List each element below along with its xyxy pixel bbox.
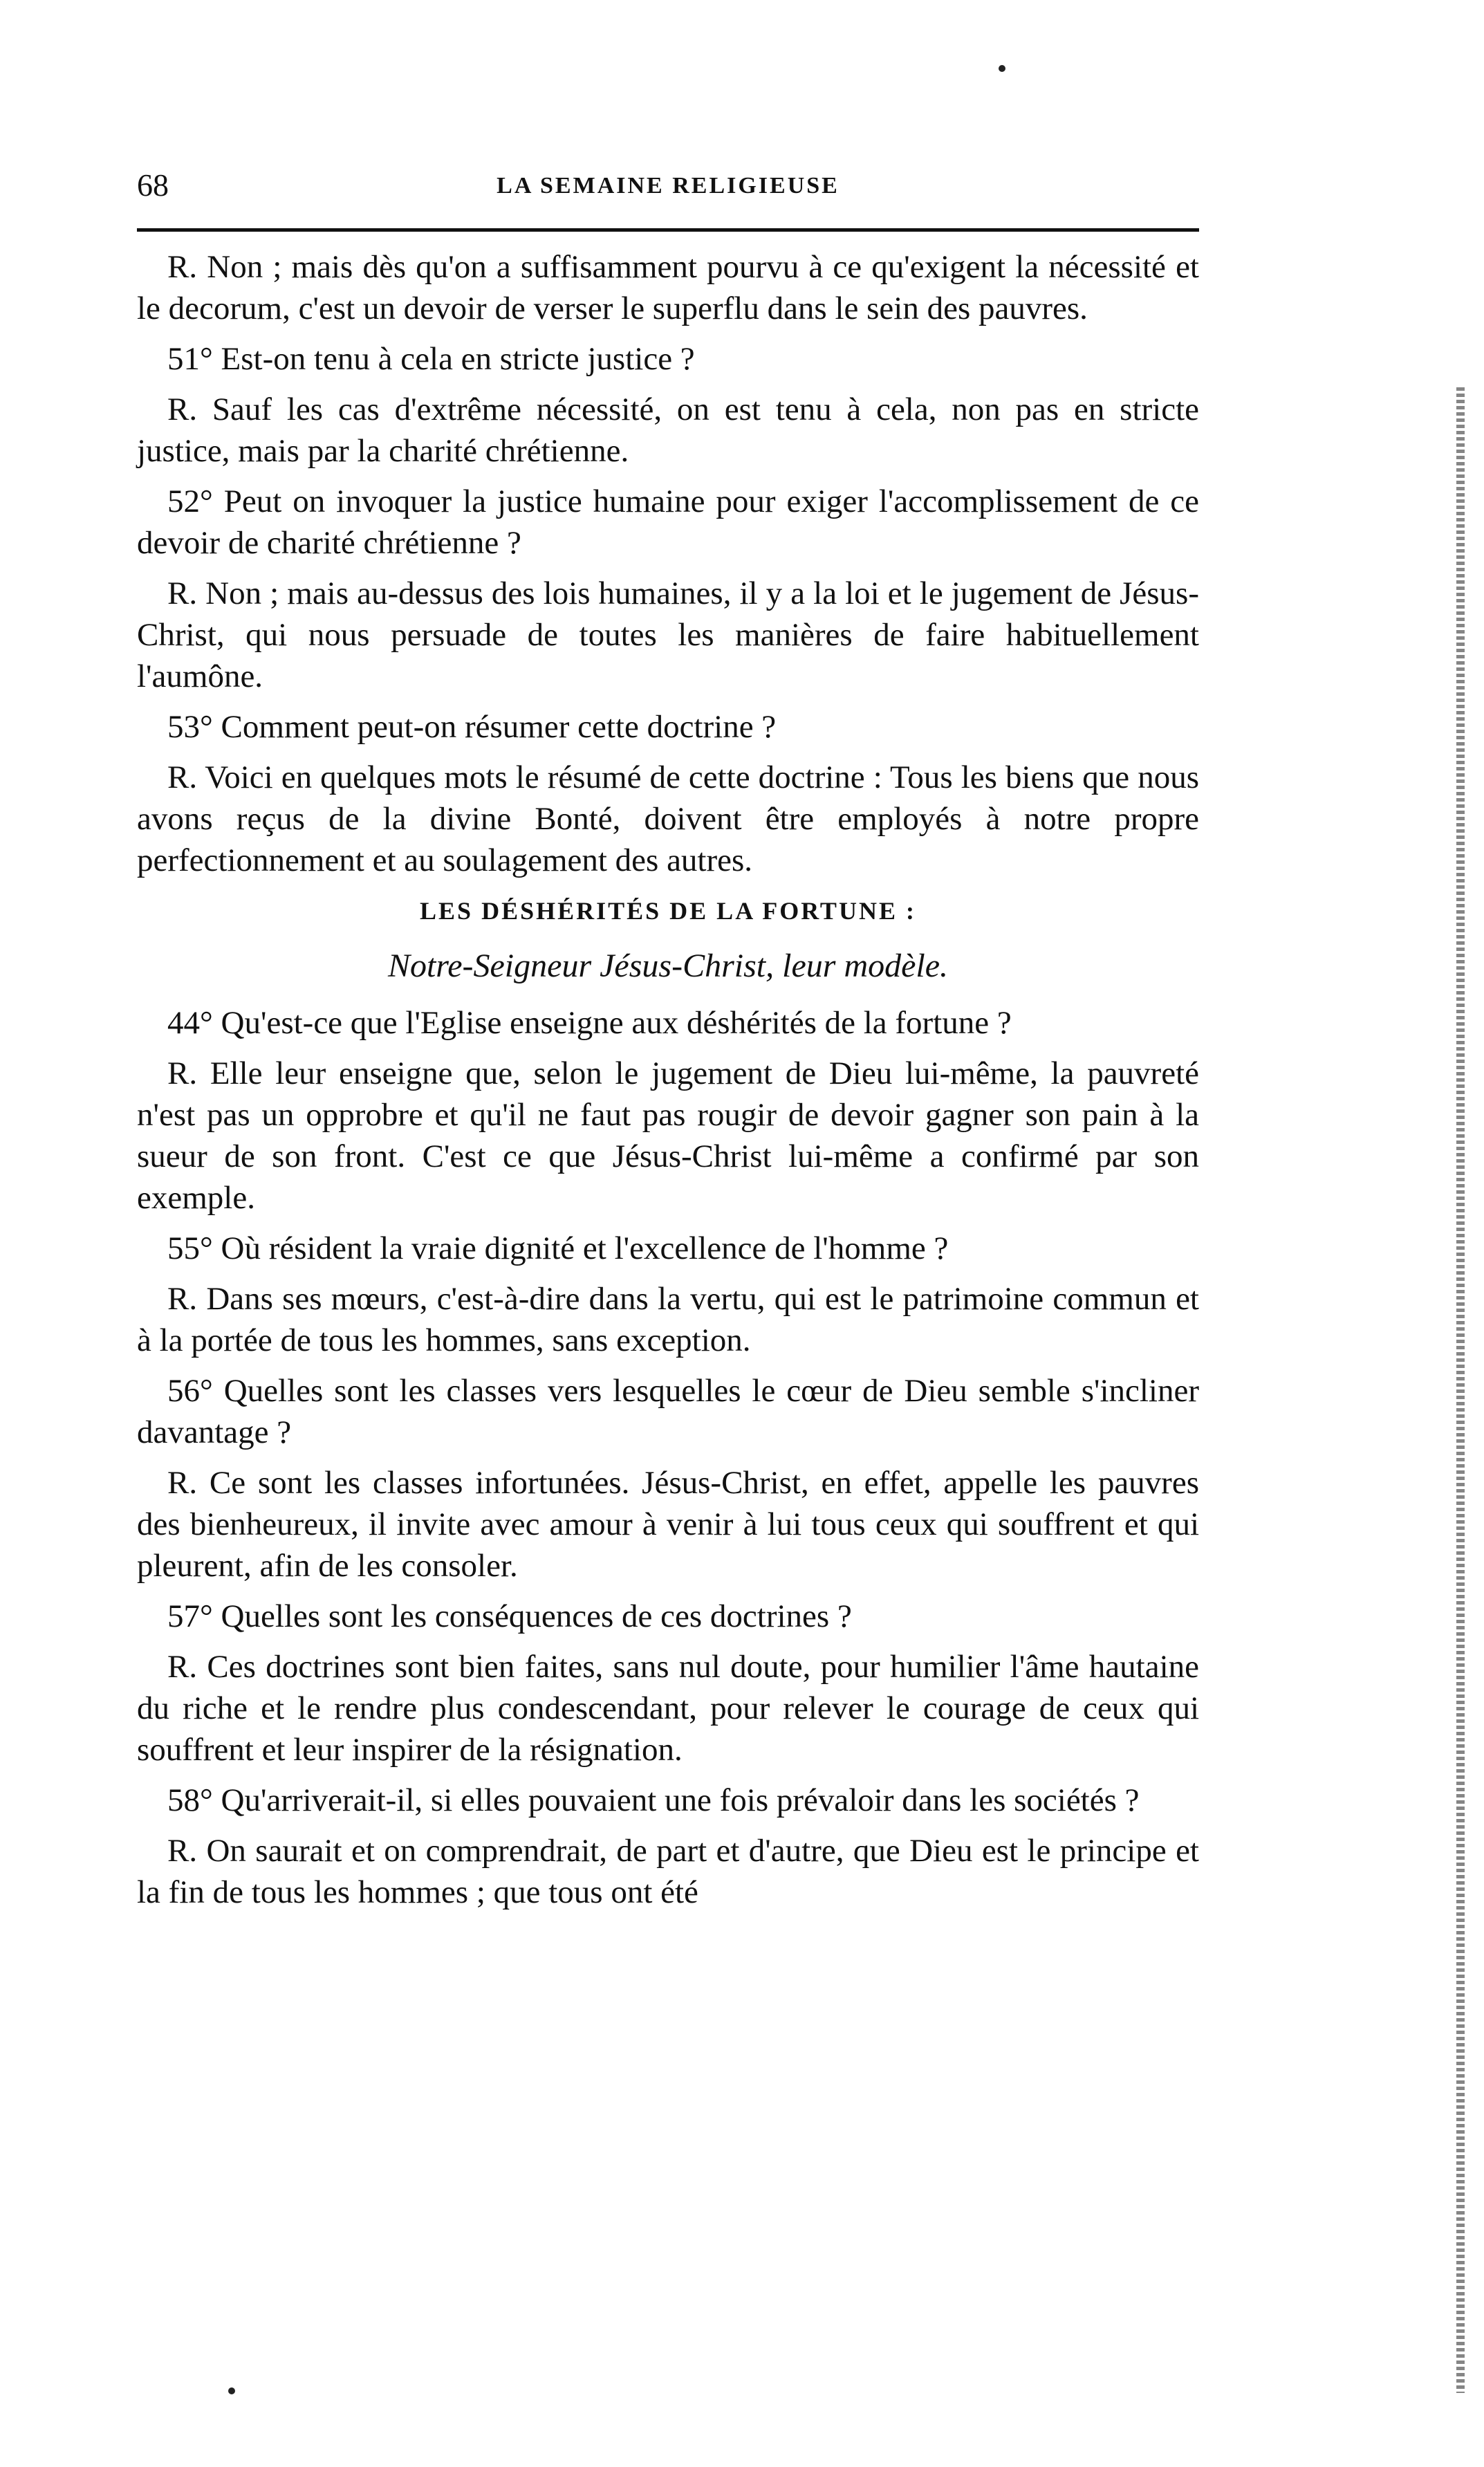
- ink-speck: [999, 65, 1005, 72]
- paragraph: 44° Qu'est-ce que l'Eglise enseigne aux déshérités de la fortune ?: [167, 1005, 1012, 1041]
- paragraph: R. Ce sont les classes infortunées. Jésus-Christ, en effet, appelle les pauvres des bienheureux, il invite avec amour à venir à lui tous ceux qui souffrent et qui pleurent, afin de les consoler.: [137, 1465, 1199, 1584]
- paragraph: 55° Où résident la vraie dignité et l'excellence de l'homme ?: [167, 1230, 949, 1266]
- section-title: LES DÉSHÉRITÉS DE LA FORTUNE :: [420, 897, 916, 925]
- paragraph: R. Non ; mais au-dessus des lois humaines, il y a la loi et le jugement de Jésus-Christ, qui nous persuade de toutes les manières de faire habituellement l'aumône.: [137, 575, 1199, 694]
- paragraph: R. Ces doctrines sont bien faites, sans nul doute, pour humilier l'âme hautaine du riche et le rendre plus condescendant, pour relever le courage de ceux qui souffrent et leur inspirer de la résignation.: [137, 1649, 1199, 1768]
- section-subtitle: Notre-Seigneur Jésus-Christ, leur modèle.: [387, 948, 949, 984]
- paragraph: R. Voici en quelques mots le résumé de cette doctrine : Tous les biens que nous avons reçus de la divine Bonté, doivent être employés à notre propre perfectionnement et au soulagement des autres.: [137, 759, 1199, 878]
- paragraph: 57° Quelles sont les conséquences de ces doctrines ?: [167, 1598, 852, 1634]
- paragraph: R. On saurait et on comprendrait, de part et d'autre, que Dieu est le principe et la fin de tous les hommes ; que tous ont été: [137, 1833, 1199, 1910]
- page-number: 68: [137, 167, 169, 203]
- paragraph: 52° Peut on invoquer la justice humaine pour exiger l'accomplissement de ce devoir de charité chrétienne ?: [137, 483, 1199, 561]
- paragraph: R. Elle leur enseigne que, selon le jugement de Dieu lui-même, la pauvreté n'est pas un opprobre et qu'il ne faut pas rougir de devoir gagner son pain à la sueur de son front. C'est ce que Jésus-Christ lui-même a confirmé par son exemple.: [137, 1055, 1199, 1216]
- header-rule: [137, 228, 1199, 232]
- paragraph: 58° Qu'arriverait-il, si elles pouvaient une fois prévaloir dans les sociétés ?: [167, 1782, 1140, 1818]
- paragraph: R. Dans ses mœurs, c'est-à-dire dans la vertu, qui est le patrimoine commun et à la portée de tous les hommes, sans exception.: [137, 1281, 1199, 1358]
- running-title: LA SEMAINE RELIGIEUSE: [497, 173, 840, 198]
- body-text: [137, 246, 1199, 1922]
- paragraph: 53° Comment peut-on résumer cette doctrine ?: [167, 709, 777, 745]
- ink-speck: [228, 2387, 235, 2394]
- page-header: [137, 165, 1199, 213]
- paragraph: R. Sauf les cas d'extrême nécessité, on est tenu à cela, non pas en stricte justice, mais par la charité chrétienne.: [137, 391, 1199, 469]
- paragraph: 56° Quelles sont les classes vers lesquelles le cœur de Dieu semble s'incliner davantage ?: [137, 1373, 1199, 1450]
- paragraph: 51° Est-on tenu à cela en stricte justice ?: [167, 341, 695, 377]
- page-edge-shadow: [1456, 387, 1465, 2393]
- paragraph: R. Non ; mais dès qu'on a suffisamment pourvu à ce qu'exigent la nécessité et le decorum, c'est un devoir de verser le superflu dans le sein des pauvres.: [137, 249, 1199, 326]
